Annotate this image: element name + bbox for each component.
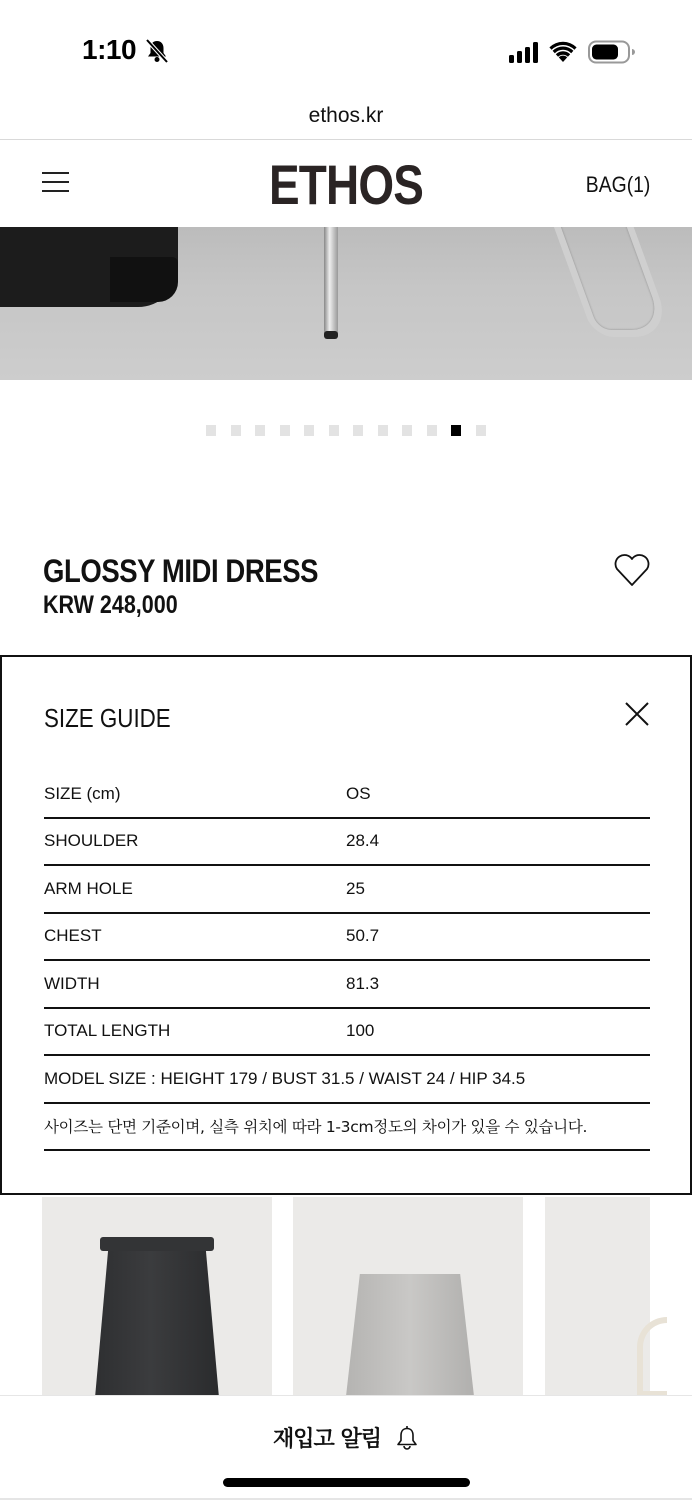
status-bar <box>0 0 692 96</box>
heart-outline-icon[interactable] <box>612 552 652 588</box>
battery-icon <box>588 40 636 64</box>
carousel-dot[interactable] <box>206 425 216 436</box>
restock-alert-button[interactable] <box>0 1422 692 1453</box>
wifi-icon <box>548 41 578 63</box>
model-size-note: MODEL SIZE : HEIGHT 179 / BUST 31.5 / WAIST 24 / HIP 34.5 <box>44 1056 650 1104</box>
size-guide-title: SIZE GUIDE <box>44 703 171 733</box>
related-product-card[interactable] <box>545 1197 650 1395</box>
size-value: OS <box>346 783 371 803</box>
size-guide-modal <box>0 655 692 1195</box>
trousers-waistband <box>100 1237 214 1251</box>
browser-url-bar[interactable] <box>0 96 692 140</box>
size-table-row <box>44 1009 650 1057</box>
size-label: SIZE (cm) <box>44 783 121 803</box>
carousel-dot[interactable] <box>353 425 363 436</box>
measure-value: 100 <box>346 1021 375 1041</box>
black-trousers-image <box>94 1239 220 1395</box>
carousel-dot[interactable] <box>476 425 486 436</box>
measure-value: 81.3 <box>346 973 380 993</box>
product-image[interactable] <box>0 227 692 380</box>
size-disclaimer-note: 사이즈는 단면 기준이며, 실측 위치에 따라 1-3cm정도의 차이가 있을 수 있습니다. <box>44 1104 650 1152</box>
carousel-dot[interactable] <box>255 425 265 436</box>
ivory-bag-image <box>637 1317 667 1395</box>
bottom-action-bar <box>0 1395 692 1500</box>
measure-value: 25 <box>346 878 365 898</box>
measure-label: CHEST <box>44 926 102 946</box>
cellular-signal-icon <box>509 41 538 63</box>
measure-label: WIDTH <box>44 973 100 993</box>
measure-value: 50.7 <box>346 926 380 946</box>
measure-value: 28.4 <box>346 831 380 851</box>
product-price: KRW 248,000 <box>43 591 178 619</box>
status-icons <box>509 38 636 66</box>
restock-label: 재입고 알림 <box>273 1427 381 1452</box>
home-indicator[interactable] <box>223 1478 470 1487</box>
chair-loop-shape <box>550 227 674 337</box>
close-x-icon[interactable] <box>622 699 652 729</box>
chair-leg-cap-shape <box>324 331 338 339</box>
site-header <box>0 140 692 227</box>
carousel-dot[interactable] <box>402 425 412 436</box>
size-table-row <box>44 866 650 914</box>
bag-link[interactable]: BAG(1) <box>585 172 650 197</box>
carousel-dot[interactable] <box>329 425 339 436</box>
size-table-row <box>44 961 650 1009</box>
carousel-dot[interactable] <box>231 425 241 436</box>
chair-leg-shape <box>324 227 338 337</box>
carousel-dot[interactable] <box>304 425 314 436</box>
size-table-row <box>44 914 650 962</box>
size-table-header-row <box>44 771 650 819</box>
carousel-pagination <box>0 425 692 436</box>
related-products <box>0 1197 692 1395</box>
site-logo[interactable]: ETHOS <box>268 153 424 216</box>
bell-icon <box>395 1424 419 1452</box>
size-table <box>44 771 650 1151</box>
size-table-row <box>44 819 650 867</box>
carousel-dot[interactable] <box>280 425 290 436</box>
measure-label: TOTAL LENGTH <box>44 1021 171 1041</box>
grey-skirt-image <box>344 1274 476 1395</box>
carousel-dot-active[interactable] <box>451 425 461 436</box>
bell-slash-icon <box>144 38 170 64</box>
carousel-dot[interactable] <box>427 425 437 436</box>
status-time: 1:10 <box>82 34 137 65</box>
related-product-card[interactable] <box>42 1197 272 1395</box>
product-name: GLOSSY MIDI DRESS <box>43 553 319 589</box>
related-product-card[interactable] <box>293 1197 523 1395</box>
measure-label: ARM HOLE <box>44 878 133 898</box>
measure-label: SHOULDER <box>44 831 139 851</box>
carousel-dot[interactable] <box>378 425 388 436</box>
url-text: ethos.kr <box>308 104 384 127</box>
boot-heel-shape <box>110 257 178 302</box>
